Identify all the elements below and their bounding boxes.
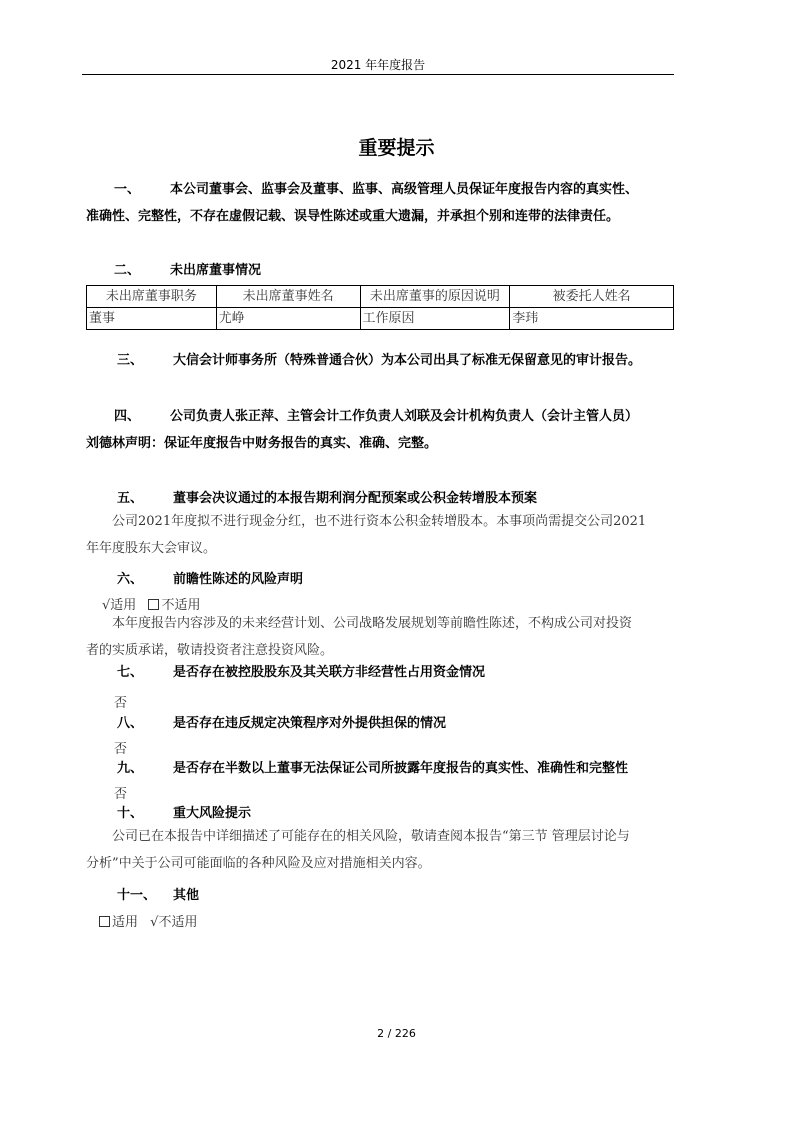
- header-divider: [82, 74, 674, 75]
- table-header-cell: 未出席董事职务: [87, 286, 217, 308]
- paragraph-line: 年年度股东大会审议。: [86, 541, 217, 556]
- section-8-answer: 否: [114, 742, 128, 757]
- section-title: 前瞻性陈述的风险声明: [173, 572, 304, 587]
- section-9-answer: 否: [114, 787, 128, 802]
- not-applicable-option-checked: √不适用: [150, 915, 198, 930]
- section-11-options: [99, 911, 205, 930]
- section-number: 一、: [114, 182, 141, 197]
- section-number: 八、: [117, 716, 144, 731]
- table-cell: 工作原因: [360, 308, 510, 330]
- paragraph-line: 者的实质承诺，敬请投资者注意投资风险。: [86, 643, 334, 658]
- table-header-cell: 被委托人姓名: [510, 286, 674, 308]
- section-number: 五、: [117, 491, 144, 506]
- section-title: 是否存在被控股股东及其关联方非经营性占用资金情况: [173, 665, 486, 680]
- page-number: 2 / 226: [377, 1027, 416, 1040]
- absent-directors-table: [86, 285, 674, 330]
- section-10-body: [86, 823, 676, 877]
- section-text: 公司负责人张正萍、主管会计工作负责人刘联及会计机构负责人（会计主管人员）: [170, 409, 639, 424]
- section-title: 未出席董事情况: [170, 263, 262, 278]
- paragraph-line: 本年度报告内容涉及的未来经营计划、公司战略发展规划等前瞻性陈述，不构成公司对投资: [112, 616, 633, 631]
- paragraph-line: 分析”中关于公司可能面临的各种风险及应对措施相关内容。: [86, 856, 431, 871]
- running-header: 2021 年年度报告: [330, 58, 426, 72]
- section-title: 是否存在半数以上董事无法保证公司所披露年度报告的真实性、准确性和完整性: [173, 761, 629, 776]
- paragraph-line: 公司已在本报告中详细描述了可能存在的相关风险，敬请查阅本报告“第三节 管理层讨论与: [112, 829, 630, 844]
- section-number: 三、: [117, 353, 144, 368]
- section-number: 六、: [117, 572, 144, 587]
- section-title: 重大风险提示: [173, 806, 252, 821]
- section-number: 十、: [117, 806, 144, 821]
- section-1-continuation: 准确性、完整性，不存在虚假记载、误导性陈述或重大遗漏，并承担个别和连带的法律责任。: [86, 209, 620, 224]
- section-title: 其他: [173, 888, 200, 903]
- section-number: 九、: [117, 761, 144, 776]
- section-title: 是否存在违反规定决策程序对外提供担保的情况: [173, 716, 447, 731]
- table-row: [87, 308, 674, 330]
- option-label: 不适用: [161, 598, 201, 613]
- table-cell: 李玮: [510, 308, 674, 330]
- checkbox-empty-icon: [99, 916, 110, 927]
- section-number: 四、: [114, 409, 141, 424]
- section-6-body: [86, 610, 676, 664]
- section-5-body: [86, 508, 676, 562]
- section-number: 二、: [114, 263, 141, 278]
- table-header-cell: 未出席董事姓名: [216, 286, 360, 308]
- page-title: 重要提示: [358, 137, 435, 159]
- section-text: 本公司董事会、监事会及董事、监事、高级管理人员保证年度报告内容的真实性、: [170, 182, 639, 197]
- table-header-row: [87, 286, 674, 308]
- section-4-continuation: 刘德林声明：保证年度报告中财务报告的真实、准确、完整。: [86, 436, 438, 451]
- option-label: 适用: [112, 915, 139, 930]
- section-title: 董事会决议通过的本报告期利润分配预案或公积金转增股本预案: [173, 491, 538, 506]
- paragraph-line: 公司2021年度拟不进行现金分红，也不进行资本公积金转增股本。本事项尚需提交公司2021: [112, 514, 647, 529]
- table-cell: 董事: [87, 308, 217, 330]
- checkbox-empty-icon: [148, 599, 159, 610]
- section-number: 十一、: [117, 888, 157, 903]
- table-cell: 尤峥: [216, 308, 360, 330]
- section-number: 七、: [117, 665, 144, 680]
- section-7-answer: 否: [114, 696, 128, 711]
- table-header-cell: 未出席董事的原因说明: [360, 286, 510, 308]
- applicable-option: [99, 911, 138, 930]
- applicable-option-checked: √适用: [102, 598, 137, 613]
- section-text: 大信会计师事务所（特殊普通合伙）为本公司出具了标准无保留意见的审计报告。: [173, 353, 642, 368]
